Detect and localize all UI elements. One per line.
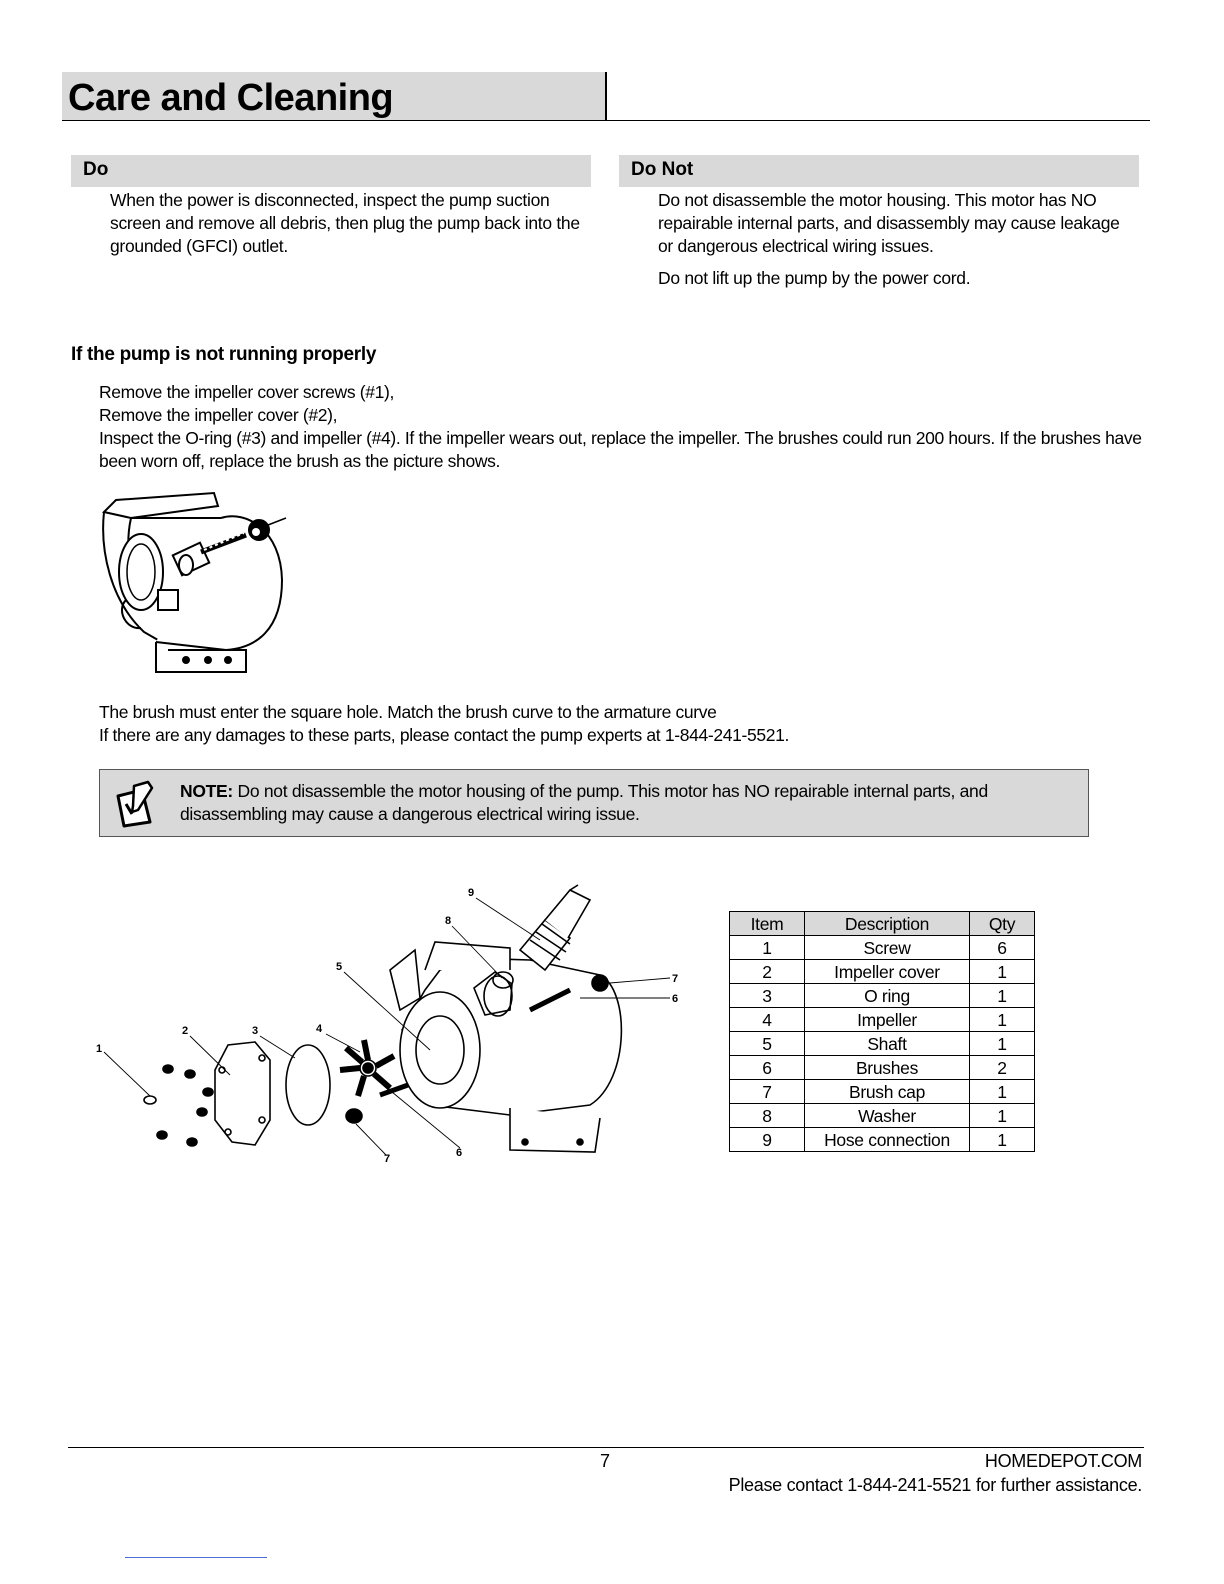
cell-item: 2 xyxy=(730,960,805,984)
note-pencil-icon xyxy=(112,780,158,828)
brush-instructions xyxy=(99,701,1144,747)
do-not-heading: Do Not xyxy=(619,155,1139,187)
footer-contact: Please contact 1-844-241-5521 for further assistance. xyxy=(728,1475,1142,1495)
cell-description: Shaft xyxy=(805,1032,970,1056)
callout-1: 1 xyxy=(96,1043,103,1055)
note-label: NOTE: xyxy=(180,781,233,801)
page-title: Care and Cleaning xyxy=(68,77,394,119)
brush-note-1: The brush must enter the square hole. Match the brush curve to the armature curve xyxy=(99,702,717,722)
footer-rule xyxy=(68,1447,1144,1448)
callout-5: 5 xyxy=(336,961,343,973)
cell-item: 7 xyxy=(730,1080,805,1104)
cell-description: O ring xyxy=(805,984,970,1008)
troubleshoot-steps xyxy=(99,381,1144,473)
table-row xyxy=(730,1104,1035,1128)
callout-6-lower: 6 xyxy=(456,1147,463,1159)
step-2: Remove the impeller cover (#2), xyxy=(99,405,338,425)
callout-2: 2 xyxy=(182,1025,189,1037)
parts-table xyxy=(729,911,1035,1152)
cell-item: 1 xyxy=(730,936,805,960)
cell-description: Brushes xyxy=(805,1056,970,1080)
cell-description: Washer xyxy=(805,1104,970,1128)
step-3: Inspect the O-ring (#3) and impeller (#4). If the impeller wears out, replace the impeller. The brushes could run 200 hours. If the brushes have been worn off, replace the brush as the picture shows. xyxy=(99,428,1142,471)
title-bar xyxy=(62,72,607,120)
cell-qty: 1 xyxy=(970,1032,1035,1056)
cell-item: 4 xyxy=(730,1008,805,1032)
table-row xyxy=(730,984,1035,1008)
callout-6-upper: 6 xyxy=(672,993,679,1005)
footer-link-underline xyxy=(125,1557,267,1558)
page-number: 7 xyxy=(600,1451,611,1471)
table-row xyxy=(730,1008,1035,1032)
callout-7-lower: 7 xyxy=(384,1153,391,1165)
note-text xyxy=(180,780,1060,826)
cell-item: 6 xyxy=(730,1056,805,1080)
table-row xyxy=(730,936,1035,960)
cell-qty: 2 xyxy=(970,1056,1035,1080)
cell-item: 3 xyxy=(730,984,805,1008)
callout-7-upper: 7 xyxy=(672,973,679,985)
cell-qty: 1 xyxy=(970,960,1035,984)
brush-replacement-illustration xyxy=(96,490,296,680)
exploded-parts-diagram xyxy=(90,880,700,1170)
do-not-text-1: Do not disassemble the motor housing. This motor has NO repairable internal parts, and disassembly may cause leakage or dangerous electrical wiring issues. xyxy=(658,190,1120,256)
callout-8: 8 xyxy=(445,915,452,927)
cell-description: Impeller xyxy=(805,1008,970,1032)
table-row xyxy=(730,1056,1035,1080)
title-rule xyxy=(62,120,1150,121)
callout-3: 3 xyxy=(252,1025,259,1037)
cell-qty: 1 xyxy=(970,984,1035,1008)
table-row xyxy=(730,960,1035,984)
step-1: Remove the impeller cover screws (#1), xyxy=(99,382,394,402)
cell-description: Impeller cover xyxy=(805,960,970,984)
note-box xyxy=(99,769,1089,837)
cell-item: 8 xyxy=(730,1104,805,1128)
troubleshoot-heading: If the pump is not running properly xyxy=(71,344,377,365)
cell-qty: 1 xyxy=(970,1128,1035,1152)
callout-9: 9 xyxy=(468,887,475,899)
cell-qty: 1 xyxy=(970,1104,1035,1128)
do-text: When the power is disconnected, inspect the pump suction screen and remove all debris, then plug the pump back into the grounded (GFCI) outlet. xyxy=(110,190,580,256)
do-heading: Do xyxy=(71,155,591,187)
cell-description: Hose connection xyxy=(805,1128,970,1152)
header-description: Description xyxy=(805,912,970,936)
screws xyxy=(144,1065,213,1146)
table-row xyxy=(730,1128,1035,1152)
table-row xyxy=(730,1080,1035,1104)
brush-note-2: If there are any damages to these parts, please contact the pump experts at 1-844-241-5521. xyxy=(99,725,789,745)
footer-site-link[interactable]: HOMEDEPOT.COM xyxy=(984,1451,1142,1471)
table-header-row xyxy=(730,912,1035,936)
cell-qty: 1 xyxy=(970,1080,1035,1104)
cell-item: 9 xyxy=(730,1128,805,1152)
note-body: Do not disassemble the motor housing of the pump. This motor has NO repairable internal parts, and disassembling may cause a dangerous electrical wiring issue. xyxy=(180,781,988,824)
callout-4: 4 xyxy=(316,1023,323,1035)
cell-description: Screw xyxy=(805,936,970,960)
cell-description: Brush cap xyxy=(805,1080,970,1104)
do-not-text-2: Do not lift up the pump by the power cord. xyxy=(658,268,971,288)
cell-qty: 6 xyxy=(970,936,1035,960)
header-qty: Qty xyxy=(970,912,1035,936)
header-item: Item xyxy=(730,912,805,936)
cell-qty: 1 xyxy=(970,1008,1035,1032)
table-row xyxy=(730,1032,1035,1056)
cell-item: 5 xyxy=(730,1032,805,1056)
